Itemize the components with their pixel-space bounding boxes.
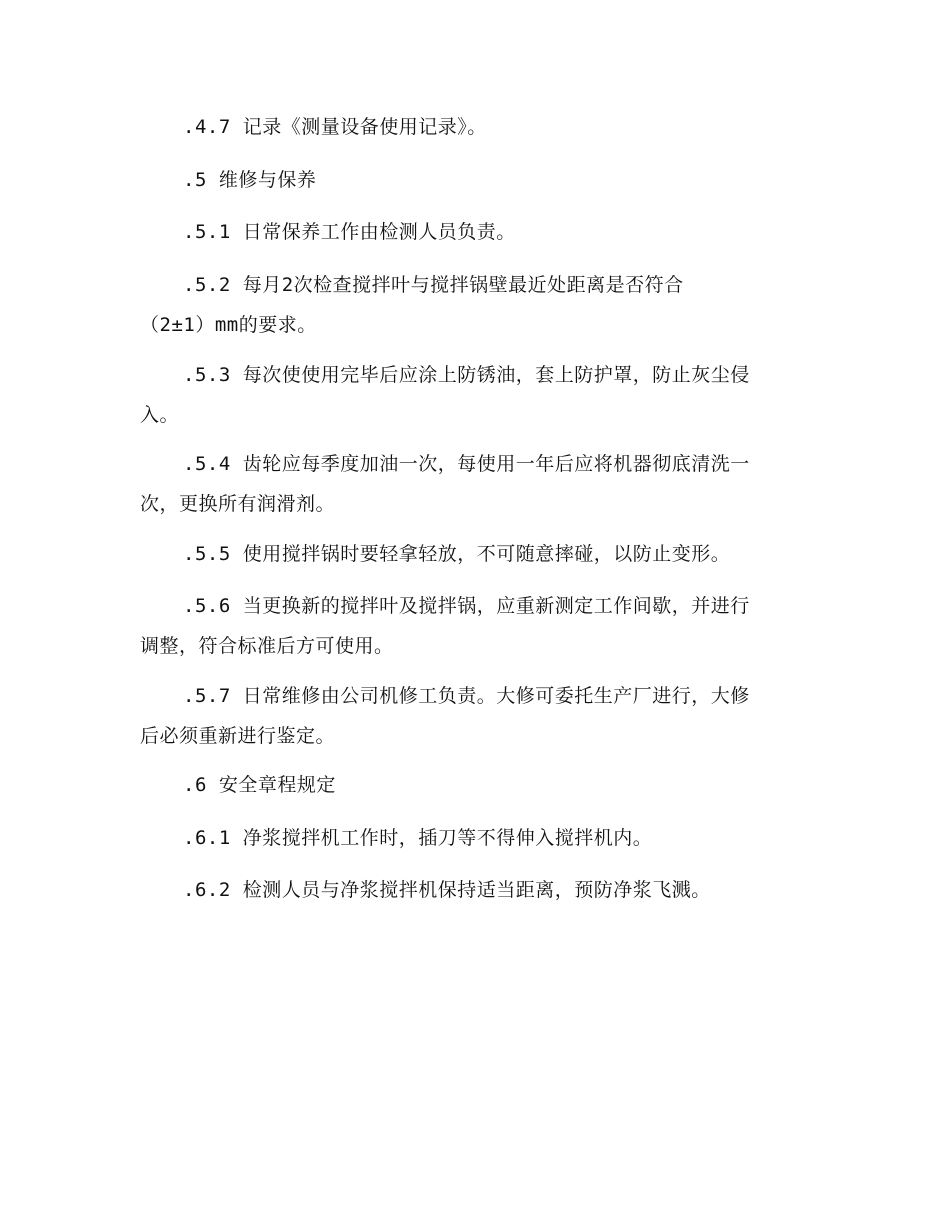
paragraph-6-2 xyxy=(140,870,810,910)
paragraph-5-3 xyxy=(140,355,810,435)
paragraph-5-2 xyxy=(140,265,810,345)
paragraph-line: .5.3 每次使使用完毕后应涂上防锈油，套上防护罩，防止灰尘侵 xyxy=(183,364,750,386)
paragraph-line: 入。 xyxy=(140,404,180,426)
paragraph-5-4 xyxy=(140,444,810,524)
paragraph-line: .5.1 日常保养工作由检测人员负责。 xyxy=(183,221,516,243)
section-heading-6 xyxy=(140,765,810,805)
paragraph-5-7 xyxy=(140,676,810,756)
paragraph-line: .5.6 当更换新的搅拌叶及搅拌锅，应重新测定工作间歇，并进行 xyxy=(183,595,750,617)
paragraph-line: （2±1）mm的要求。 xyxy=(140,314,317,336)
paragraph-5-5 xyxy=(140,534,810,574)
paragraph-6-1 xyxy=(140,818,810,858)
paragraph-line: .5.2 每月2次检查搅拌叶与搅拌锅壁最近处距离是否符合 xyxy=(183,274,684,296)
paragraph-5-6 xyxy=(140,586,810,666)
paragraph-line: .5.7 日常维修由公司机修工负责。大修可委托生产厂进行，大修 xyxy=(183,685,750,707)
paragraph-line: .5.5 使用搅拌锅时要轻拿轻放，不可随意摔碰，以防止变形。 xyxy=(183,543,731,565)
paragraph-5-1 xyxy=(140,212,810,252)
paragraph-line: .6.1 净浆搅拌机工作时，插刀等不得伸入搅拌机内。 xyxy=(183,827,653,849)
paragraph-line: 后必须重新进行鉴定。 xyxy=(140,725,336,747)
paragraph-line: 调整，符合标准后方可使用。 xyxy=(140,635,394,657)
heading-line: .6 安全章程规定 xyxy=(183,774,336,796)
section-heading-5 xyxy=(140,160,810,200)
paragraph-line: .4.7 记录《测量设备使用记录》。 xyxy=(183,116,487,138)
heading-line: .5 维修与保养 xyxy=(183,169,317,191)
paragraph-line: .5.4 齿轮应每季度加油一次，每使用一年后应将机器彻底清洗一 xyxy=(183,453,750,475)
paragraph-line: 次，更换所有润滑剂。 xyxy=(140,493,336,515)
paragraph-4-7 xyxy=(140,107,810,147)
paragraph-line: .6.2 检测人员与净浆搅拌机保持适当距离，预防净浆飞溅。 xyxy=(183,879,711,901)
